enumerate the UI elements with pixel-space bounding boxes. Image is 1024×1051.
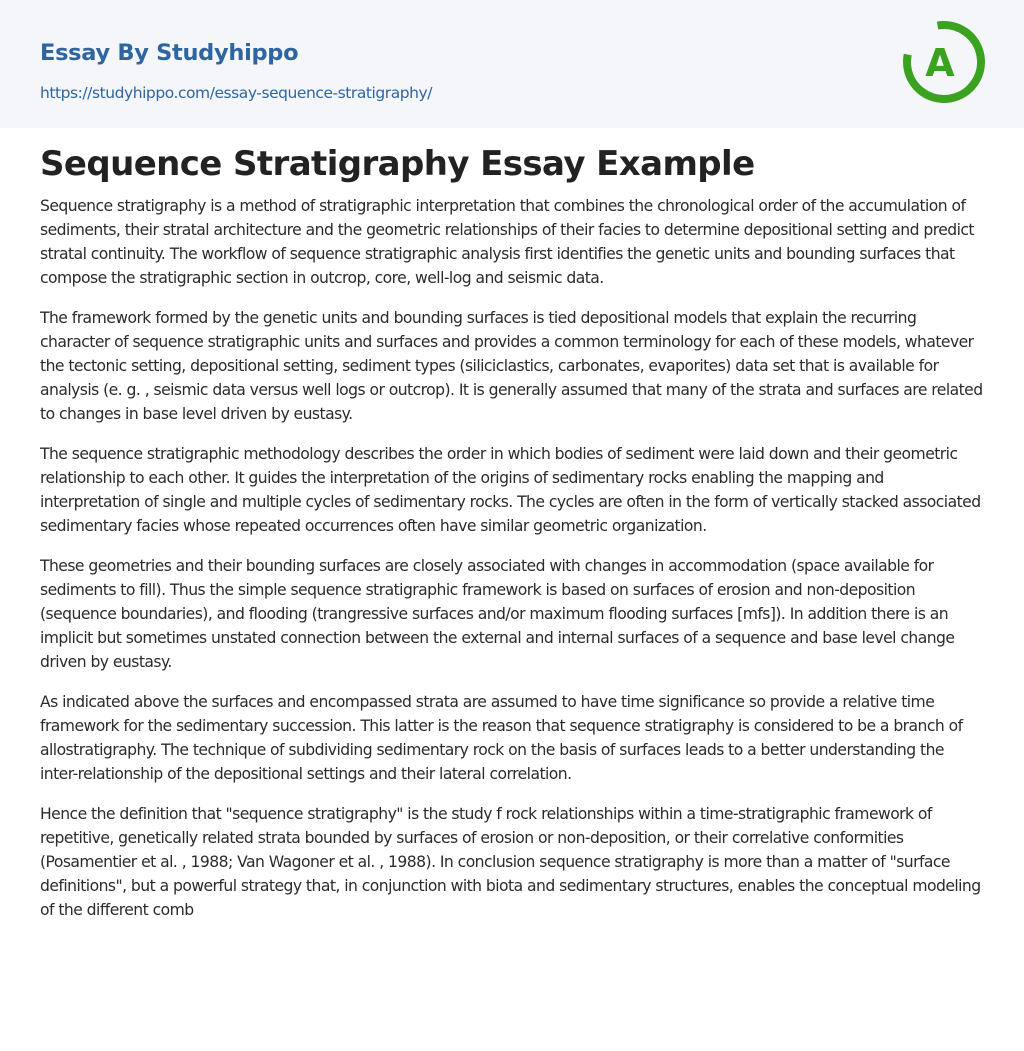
brand-title[interactable]: Essay By Studyhippo xyxy=(40,40,299,66)
essay-body xyxy=(40,194,984,938)
essay-paragraph: Hence the definition that "sequence stratigraphy" is the study f rock relationships within a time-stratigraphic framework of repetitive, genetically related strata bounded by surfaces of erosion or non-deposition, or their correlative conformities (Posamentier et al. , 1988; Van Wagoner et al. , 1988). In conclusion sequence stratigraphy is more than a matter of "surface definitions", but a powerful strategy that, in conjunction with biota and sedimentary structures, enables the conceptual modeling of the different comb xyxy=(40,805,981,919)
logo-letter: A xyxy=(925,41,955,85)
page-title: Sequence Stratigraphy Essay Example xyxy=(40,144,755,184)
essay-paragraph: The sequence stratigraphic methodology describes the order in which bodies of sediment were laid down and their geometric relationship to each other. It guides the interpretation of the origins of sedimentary rocks enabling the mapping and interpretation of single and multiple cycles of sedimentary rocks. The cycles are often in the form of vertically stacked associated sedimentary facies whose repeated occurrences often have similar geometric organization. xyxy=(40,445,981,535)
essay-paragraph: Sequence stratigraphy is a method of stratigraphic interpretation that combines the chronological order of the accumulation of sediments, their stratal architecture and the geometric relationships of their facies to determine depositional setting and predict stratal continuity. The workflow of sequence stratigraphic analysis first identifies the genetic units and bounding surfaces that compose the stratigraphic section in outcrop, core, well-log and seismic data. xyxy=(40,197,974,287)
source-url-link[interactable]: https://studyhippo.com/essay-sequence-stratigraphy/ xyxy=(40,84,433,102)
essay-paragraph: As indicated above the surfaces and encompassed strata are assumed to have time significance so provide a relative time framework for the sedimentary succession. This latter is the reason that sequence stratigraphy is considered to be a branch of allostratigraphy. The technique of subdividing sedimentary rock on the basis of surfaces leads to a better understanding the inter-relationship of the depositional settings and their lateral correlation. xyxy=(40,693,963,783)
essay-paragraph: The framework formed by the genetic units and bounding surfaces is tied depositional models that explain the recurring character of sequence stratigraphic units and surfaces and provides a common terminology for each of these models, whatever the tectonic setting, depositional setting, sediment types (siliciclastics, carbonates, evaporites) data set that is available for analysis (e. g. , seismic data versus well logs or outcrop). It is generally assumed that many of the strata and surfaces are related to changes in base level driven by eustasy. xyxy=(40,309,983,423)
essay-paragraph: These geometries and their bounding surfaces are closely associated with changes in accommodation (space available for sediments to fill). Thus the simple sequence stratigraphic framework is based on surfaces of erosion and non-deposition (sequence boundaries), and flooding (trangressive surfaces and/or maximum flooding surfaces [mfs]). In addition there is an implicit but sometimes unstated connection between the external and internal surfaces of a sequence and base level change driven by eustasy. xyxy=(40,557,955,671)
studyhippo-logo-icon[interactable] xyxy=(900,18,988,106)
site-header xyxy=(0,0,1024,128)
